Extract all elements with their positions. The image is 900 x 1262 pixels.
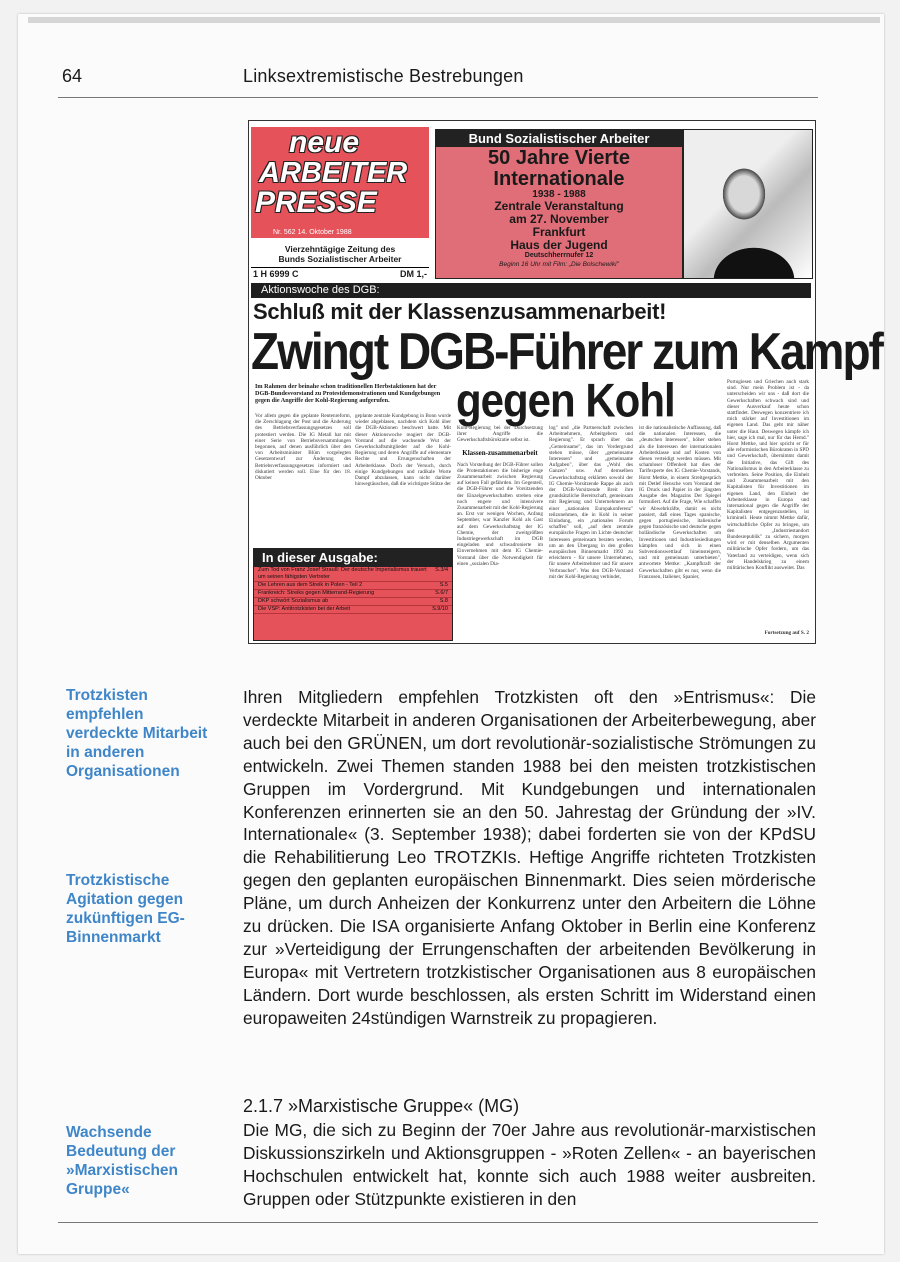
article-column-5: ist die nationalistische Auffassung, daß die nationalen Interessen, die „deutschen Interessen", höher stehen als die Interessen der internationalen Arbeiterklasse und auf Kosten von diesen verteidigt werden müssen. Mit schamloser Offenheit hat dies der Tarifexperte des IG Chemie-Vorstands, Horst Mettke, in einem Streitgespräch mit Detlef Hensche vom Vorstand der IG Druck und Papier in der jüngsten Ausgabe des Magazins Der Spiegel formuliert. Auf die Frage, Wie schaffen wir Abwehrkräfte, damit es nicht passiert, daß eines Tages spanische, gegen portugiesische, italienische gegen französische und deutsche gegen holländische Gewerkschaften um Investitionen und Industriesiedlungen kämpfen und sich in einen Subventionswettlauf hineinsteigern, und mit gemeinsam unterbieten", antwortete Mettke: „Kampfkraft der Gewerkschaften gibt es nur, wenn die Franzosen, Italiener, Spanier, <box>639 425 721 580</box>
article-lead: Im Rahmen der beinahe schon traditionellen Herbstaktionen hat der DGB-Bundesvorstand zu Protestdemonstrationen und Kundgebungen gegen die Angriffe der Kohl-Regierung aufgerufen. <box>255 383 441 404</box>
contents-title: In dieser Ausgabe: <box>254 549 452 567</box>
advert-header: Bund Sozialistischer Arbeiter <box>436 130 682 147</box>
column-3-intro: Kohl-Regierung bei der Durchsetzung ihrer Angriffe die Gewerkschaftsbürokratie selbst ist. <box>457 425 543 444</box>
contents-entry: Frankreich: Streiks gegen Mitterrand-Regierung <box>258 590 375 596</box>
contents-entry: Zum Tod von Franz Josef Strauß: Der deutsche Imperialismus trauert um seinen fähigsten Vertreter <box>258 567 427 580</box>
portrait-photo <box>683 129 813 279</box>
issue-code: 1 H 6999 C <box>253 269 299 279</box>
column-3-text: Nach Vorstellung der DGB-Führer sollen die Protestaktionen die bisherige enge Zusammenarbeit zwischen Regierung auf keinen Fall gefährden. Im Gegenteil, die DGB-Führer und die Vorsitzenden der Einzelgewerkschaften streben eine noch engere und intensivere Zusammenarbeit mit der Kohl-Regierung an. Erst vor wenigen Wochen, Anfang September, war Kanzler Kohl als Gast auf dem Gewerkschaftstag der IG Chemie, der zweitgrößten Industriegewerkschaft im DGB eingeladen und schwadronierte im Einvernehmen mit dem IG Chemie-Vorstand über die Notwendigkeit für einen „sozialen Dia- <box>457 461 544 567</box>
advert-street: Deutschherrnufer 12 <box>524 252 594 259</box>
contents-page: S.6/7 <box>435 590 448 596</box>
contents-row <box>254 582 452 590</box>
newspaper-clipping <box>248 120 882 644</box>
continued-note: Fortsetzung auf S. 2 <box>764 630 809 636</box>
advert-line-3: Frankfurt <box>532 225 586 239</box>
body-paragraph-2 <box>243 1119 816 1211</box>
header-rule <box>58 97 818 98</box>
contents-page: S.9/10 <box>432 606 448 612</box>
masthead-code-line <box>251 267 429 280</box>
margin-note-mg: Wachsende Bedeutung der »Marxistischen Gruppe« <box>66 1124 178 1198</box>
article-column-6: Portugiesen und Griechen auch stark sind. Nur mein Problem ist - da unterscheiden wir uns - daß dort die Gewerkschaften schwach sind und dieser Ausverkauf heute schon stattfindet. Deswegen konzentriere ich mich stärker auf Investitionen im eigenen Land. Das geht mir näher unter die Haut. Deswegen kämpfe ich hier, sage ich mal, nur für das Hemd." Horst Mettke, und hier spricht er für alle reformistischen Bürokraten in SPD und Gewerkschaft, übernimmt damit die Initiative, das Gift des Nationalismus in den Arbeiterklasse zu verbreiten. Seine Position, die Einheit und Zusammenarbeit mit den Kapitalisten für Investitionen im eigenen Land, den Einheit der Arbeiterklasse in Europa und international gegen die Angriffe der Kapitalisten entgegenzustellen, ist kriminell. Heute nimmt Mettke dafür, wirtschaftliche Opfer zu bringen, um den „Industriestandort Bundesrepublik" zu sichern, morgen wird er mit denselben Argumenten militärische Opfer fordern, um das Vaterland zu verteidigen, wenn sich der Handelskrieg zu einem militärischen Konflikt ausweitet. Das <box>727 379 809 572</box>
issue-price: DM 1,- <box>400 269 427 279</box>
event-advert <box>435 129 683 279</box>
logo-line-2: ARBEITER <box>259 157 408 189</box>
headline-sub: gegen Kohl <box>456 373 675 427</box>
scan-edge <box>28 17 880 23</box>
page-number: 64 <box>62 66 83 86</box>
contents-row <box>254 590 452 598</box>
contents-page: S.3/4 <box>435 567 448 573</box>
masthead-tagline <box>251 244 429 264</box>
contents-entry: DKP schwört Sozialismus ab <box>258 598 329 604</box>
margin-note-binnenmarkt: Trotzkistische Agitation gegen zukünftigen EG-Binnenmarkt <box>66 872 185 946</box>
issue-line: Nr. 562 14. Oktober 1988 <box>251 228 429 238</box>
logo-line-1: neue <box>289 126 360 159</box>
article-column-2: geplante zentrale Kundgebung in Bonn wurde wieder abgeblasen, nachdem sich Kohl über die DGB-Aktionen beschwert hatte. Mit dieser Aktionswoche reagiert der DGB-Vorstand auf die wachsende Wut der Gewerkschaftsmitglieder auf die Kohl-Regierung und deren Angriffe auf elementare Rechte und Errungenschaften der Arbeiterklasse. Doch der Versuch, durch einige Kundgebungen und radikale Worte Dampf abzulassen, kann nicht darüber hinwegtäuschen, daß die wichtigste Stütze der <box>355 413 451 488</box>
running-title: Linksextremistische Bestrebungen <box>243 66 524 86</box>
kicker-bar: Aktionswoche des DGB: <box>251 283 811 298</box>
advert-film: Beginn 16 Uhr mit Film: „Die Bolschewiki" <box>499 261 619 268</box>
section-heading: 2.1.7 »Marxistische Gruppe« (MG) <box>243 1096 520 1116</box>
masthead <box>251 127 429 277</box>
contents-row <box>254 598 452 606</box>
tagline-line-2: Bunds Sozialistischer Arbeiter <box>278 254 402 264</box>
footer-rule <box>58 1222 818 1223</box>
article-column-3 <box>457 425 543 639</box>
contents-page: S.8 <box>439 598 448 604</box>
advert-title-1: 50 Jahre Vierte <box>488 147 630 169</box>
advert-title-2: Internationale <box>493 168 625 190</box>
newspaper-logo <box>251 127 429 229</box>
advert-line-1: Zentrale Veranstaltung <box>494 199 624 213</box>
contents-entry: Die VSP: Antitrotzkisten bei der Arbeit <box>258 606 351 612</box>
contents-row <box>254 606 452 614</box>
contents-box <box>253 548 453 641</box>
contents-page: S.5 <box>439 582 448 588</box>
advert-line-2: am 27. November <box>509 212 609 226</box>
advert-years: 1938 - 1988 <box>532 189 586 200</box>
logo-line-3: PRESSE <box>255 186 377 219</box>
article-column-1: Vor allem gegen die geplante Rentenreform, die Zerschlagung der Post und die Änderung des Betriebsverfassungsgesetzes soll protestiert werden. Die IG Metall hat mit einer Serie von Betriebsversammlungen begonnen, auf denen ausführlich über den von Arbeitsminister Blüm vorgelegten Gesetzentwurf zur Änderung des Betriebsverfassungsgesetzes informiert und diskutiert werden soll. Eine für den 18. Oktober <box>255 413 351 482</box>
advert-line-4: Haus der Jugend <box>510 238 608 252</box>
contents-entry: Die Lehren aus dem Streik in Polen - Teil 2 <box>258 582 363 588</box>
paragraph-2-text: Die MG, die sich zu Beginn der 70er Jahre aus revolutionär-marxistischen Diskussionszirkeln und Aktionsgruppen - »Roten Zellen« - an bayerischen Hochschulen entwickelt hat, konnte sich auch 1988 weiter ausbreiten. Gruppen oder Stützpunkte existieren in den <box>243 1120 816 1209</box>
headline-top: Schluß mit der Klassenzusammenarbeit! <box>253 299 667 324</box>
paragraph-1-text: Ihren Mitgliedern empfehlen Trotzkisten oft den »Entrismus«: Die verdeckte Mitarbeit in anderen Organisationen der Arbeiterbewegung, aber auch bei den GRÜNEN, um dort revolutionär-sozialistische Strömungen zu entwickeln. Zwei Themen standen 1988 bei den meisten trotzkistischen Gruppen im Vordergrund. Mit Kundgebungen und internationalen Konferenzen erinnerten sie an den 50. Jahrestag der Gründung der »IV. Internationale« (3. September 1938); dabei forderten sie von der KPdSU die Rehabilitierung Leo TROTZKIs. Heftige Angriffe richteten Trotzkisten gegen den geplanten europäischen Binnenmarkt. Dies seien mörderische Pläne, um durch Anheizen der Konkurrenz unter den Arbeitern die Löhne zu drücken. Die ISA organisierte Anfang Oktober in Berlin eine Konferenz zur »Verteidigung der Errungenschaften der arbeitenden Bevölkerung in Europa« mit Vertretern trotzkistischer Organisationen aus 8 europäischen Ländern. Dort wurde beschlossen, als ersten Schritt im Widerstand einen europaweiten 24stündigen Warnstreik zu propagieren. <box>243 687 816 1028</box>
headline-main: Zwingt DGB-Führer zum Kampf <box>251 321 882 381</box>
article-column-4: log" und „die Partnerschaft zwischen Arbeitnehmern, Arbeitgebern und Regierung". Er sprach über das „Gemeinsame", das im Vordergrund stehen müsse, über „gemeinsame Interessen" und „gemeinsame Aufgaben", über das „Wohl des Ganzen" usw. Auf demselben Gewerkschaftstag erklärten sowohl der IG Chemie-Vorsitzende Rappe als auch der DGB-Vorsitzende Breit ihre grundsätzliche Bereitschaft, gemeinsam mit Regierung und Unternehmern an einer „nationalen Europakonferenz" teilzunehmen, die in Kohl in seiner Einladung, ein „nationales Forum schaffen" soll, „auf dem zentrale europäische Fragen im Lichte deutscher Interessen gemeinsam beraten werden, um an den Übergang in den großen europäischen Binnenmarkt 1992 zu erleichtern - für unsere Unternehmen, für unsere Arbeitnehmer und für unsere Verbraucher". Was den DGB-Vorstand mit der Kohl-Regierung verbindet, <box>549 425 633 580</box>
contents-row <box>254 567 452 582</box>
margin-note-entrismus: Trotzkisten empfehlen verdeckte Mitarbeit in anderen Organisationen <box>66 687 208 780</box>
body-paragraph-1 <box>243 686 816 1030</box>
column-3-subhead: Klassen-zusammenarbeit <box>462 448 538 457</box>
tagline-line-1: Vierzehntägige Zeitung des <box>284 244 396 254</box>
